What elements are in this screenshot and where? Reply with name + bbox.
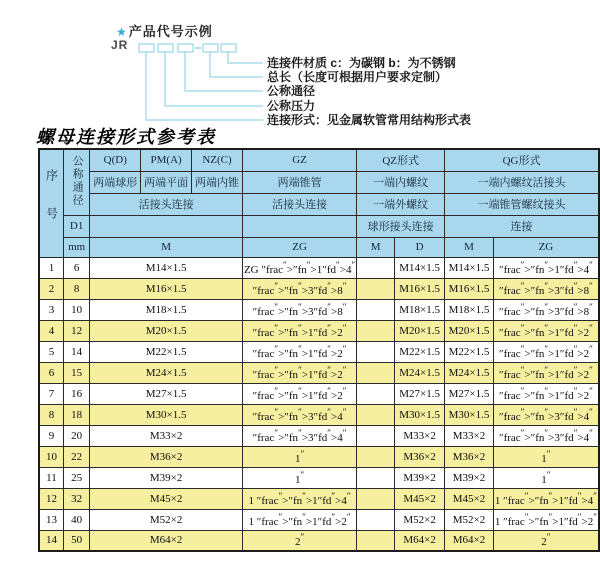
cell-m: M33×2	[90, 425, 243, 446]
cell-qg-zg: ″frac″>″fn″>3″fd″>8″	[493, 299, 599, 320]
cell-m: M36×2	[90, 446, 243, 467]
cell-qz-m	[357, 530, 395, 551]
header-qg-connect: 连接	[445, 215, 599, 237]
cell-zg: ″frac″>″fn″>3″fd″>4″	[242, 404, 356, 425]
header-q-desc: 两端球形	[90, 171, 141, 193]
cell-m: M20×1.5	[90, 320, 243, 341]
header-mm: mm	[63, 237, 89, 257]
diagram-label-diameter: 公称通径	[267, 84, 316, 98]
table-row	[39, 467, 599, 488]
cell-dn: 8	[63, 278, 89, 299]
cell-qz-d: M64×2	[395, 530, 445, 551]
cell-qg-zg: ″frac″>″fn″>1″fd″>2″	[493, 383, 599, 404]
cell-m: M30×1.5	[90, 404, 243, 425]
table-row	[39, 362, 599, 383]
table-row	[39, 278, 599, 299]
product-code-diagram	[0, 0, 600, 135]
cell-dn: 50	[63, 530, 89, 551]
cell-qg-m: M22×1.5	[445, 341, 494, 362]
cell-qg-zg: ″frac″>″fn″>3″fd″>8″	[493, 278, 599, 299]
table-row	[39, 488, 599, 509]
code-box	[139, 44, 154, 52]
header-nominal-diameter: 公称通径	[63, 149, 89, 215]
cell-zg: ″frac″>″fn″>1″fd″>2″	[242, 320, 356, 341]
header-serial: 序号	[39, 149, 63, 257]
header-m: M	[90, 237, 243, 257]
table-row	[39, 425, 599, 446]
code-box-group	[139, 44, 236, 52]
cell-dn: 18	[63, 404, 89, 425]
code-box	[221, 44, 236, 52]
cell-zg: ″frac″>″fn″>1″fd″>2″	[242, 362, 356, 383]
cell-qz-m	[357, 488, 395, 509]
cell-serial: 1	[39, 257, 63, 278]
cell-qg-m: M64×2	[445, 530, 494, 551]
cell-dn: 16	[63, 383, 89, 404]
cell-zg: 1″	[242, 446, 356, 467]
header-zg: ZG	[242, 237, 356, 257]
header-qz-ball-joint: 球形接头连接	[357, 215, 445, 237]
cell-serial: 11	[39, 467, 63, 488]
cell-qg-zg: 2″	[493, 530, 599, 551]
header-qg-desc: 一端内螺纹活接头	[445, 171, 599, 193]
header-pm: PM(A)	[141, 149, 192, 171]
cell-zg: ″frac″>″fn″>1″fd″>2″	[242, 383, 356, 404]
cell-qz-d: M20×1.5	[395, 320, 445, 341]
cell-qg-m: M18×1.5	[445, 299, 494, 320]
header-qz: QZ形式	[357, 149, 445, 171]
cell-m: M22×1.5	[90, 341, 243, 362]
header-nz-desc: 两端内锥	[192, 171, 243, 193]
cell-qg-zg: ″frac″>″fn″>1″fd″>4″	[493, 257, 599, 278]
code-box	[203, 44, 218, 52]
cell-qz-d: M16×1.5	[395, 278, 445, 299]
table-row	[39, 446, 599, 467]
cell-serial: 8	[39, 404, 63, 425]
header-qz-connection: 一端外螺纹	[357, 193, 445, 215]
cell-serial: 13	[39, 509, 63, 530]
table-row	[39, 299, 599, 320]
cell-m: M16×1.5	[90, 278, 243, 299]
cell-dn: 40	[63, 509, 89, 530]
cell-zg: ″frac″>″fn″>3″fd″>4″	[242, 425, 356, 446]
table-row	[39, 341, 599, 362]
nut-connection-table	[38, 148, 600, 552]
header-union-connection: 活接头连接	[90, 193, 243, 215]
cell-qg-zg: ″frac″>″fn″>3″fd″>4″	[493, 404, 599, 425]
cell-zg: ″frac″>″fn″>3″fd″>8″	[242, 299, 356, 320]
cell-qz-d: M52×2	[395, 509, 445, 530]
code-box	[158, 44, 173, 52]
table-row	[39, 509, 599, 530]
star-icon: ★	[116, 25, 128, 39]
cell-m: M18×1.5	[90, 299, 243, 320]
cell-m: M45×2	[90, 488, 243, 509]
diagram-label-length: 总长（长度可根据用户要求定制）	[267, 70, 448, 84]
header-d1: D1	[63, 215, 89, 237]
header-qg-zg: ZG	[493, 237, 599, 257]
cell-qg-zg: ″frac″>″fn″>1″fd″>2″	[493, 341, 599, 362]
leader-line	[146, 52, 263, 120]
cell-zg: ″frac″>″fn″>3″fd″>8″	[242, 278, 356, 299]
cell-serial: 3	[39, 299, 63, 320]
diagram-label-connection: 连接形式：见金属软管常用结构形式表	[267, 113, 472, 127]
cell-dn: 6	[63, 257, 89, 278]
cell-m: M24×1.5	[90, 362, 243, 383]
header-nz: NZ(C)	[192, 149, 243, 171]
table-body	[39, 257, 599, 551]
cell-qz-d: M14×1.5	[395, 257, 445, 278]
cell-qz-d: M27×1.5	[395, 383, 445, 404]
cell-qg-m: M36×2	[445, 446, 494, 467]
cell-zg: 1 ″frac″>″fn″>1″fd″>4″	[242, 488, 356, 509]
cell-qg-m: M16×1.5	[445, 278, 494, 299]
leader-lines	[146, 52, 263, 120]
header-qg-connection: 一端锥管螺纹接头	[445, 193, 599, 215]
diagram-label-material: 连接件材质 c：为碳钢 b：为不锈钢	[267, 56, 456, 70]
cell-qz-d: M18×1.5	[395, 299, 445, 320]
cell-qg-zg: ″frac″>″fn″>3″fd″>4″	[493, 425, 599, 446]
header-gz-connection: 活接头连接	[242, 193, 356, 215]
cell-qz-m	[357, 383, 395, 404]
diagram-heading-text: 产品代号示例	[128, 24, 213, 39]
cell-qg-m: M39×2	[445, 467, 494, 488]
cell-qz-d: M30×1.5	[395, 404, 445, 425]
cell-serial: 7	[39, 383, 63, 404]
cell-qz-d: M24×1.5	[395, 362, 445, 383]
header-qg: QG形式	[445, 149, 599, 171]
cell-qg-zg: 1 ″frac″>″fn″>1″fd″>4″	[493, 488, 599, 509]
cell-qz-m	[357, 425, 395, 446]
header-qz-d: D	[395, 237, 445, 257]
cell-dn: 12	[63, 320, 89, 341]
cell-qz-d: M36×2	[395, 446, 445, 467]
cell-serial: 4	[39, 320, 63, 341]
cell-qz-d: M39×2	[395, 467, 445, 488]
cell-m: M52×2	[90, 509, 243, 530]
cell-qz-m	[357, 257, 395, 278]
cell-qg-m: M30×1.5	[445, 404, 494, 425]
header-q: Q(D)	[90, 149, 141, 171]
cell-qg-zg: 1″	[493, 467, 599, 488]
table-row	[39, 320, 599, 341]
header-qz-desc: 一端内螺纹	[357, 171, 445, 193]
cell-qz-d: M45×2	[395, 488, 445, 509]
cell-serial: 10	[39, 446, 63, 467]
diagram-heading	[116, 21, 213, 40]
cell-dn: 20	[63, 425, 89, 446]
cell-qz-d: M22×1.5	[395, 341, 445, 362]
cell-serial: 14	[39, 530, 63, 551]
diagram-label-pressure: 公称压力	[267, 99, 316, 113]
cell-qg-zg: 1″	[493, 446, 599, 467]
cell-zg: 2″	[242, 530, 356, 551]
header-blank-gz	[242, 215, 356, 237]
leader-line	[228, 52, 263, 63]
cell-qg-zg: ″frac″>″fn″>1″fd″>2″	[493, 320, 599, 341]
cell-serial: 5	[39, 341, 63, 362]
cell-zg: 1″	[242, 467, 356, 488]
cell-zg: ZG ″frac″>″fn″>1″fd″>4″	[242, 257, 356, 278]
cell-m: M14×1.5	[90, 257, 243, 278]
leader-line	[210, 52, 263, 77]
cell-qg-m: M27×1.5	[445, 383, 494, 404]
table-row	[39, 530, 599, 551]
cell-qg-m: M52×2	[445, 509, 494, 530]
header-pm-desc: 两端平面	[141, 171, 192, 193]
cell-qg-m: M45×2	[445, 488, 494, 509]
table-row	[39, 383, 599, 404]
table-header	[39, 149, 599, 257]
cell-qz-m	[357, 341, 395, 362]
cell-qz-m	[357, 446, 395, 467]
cell-qz-m	[357, 467, 395, 488]
cell-dn: 32	[63, 488, 89, 509]
cell-serial: 6	[39, 362, 63, 383]
cell-qg-zg: ″frac″>″fn″>1″fd″>2″	[493, 362, 599, 383]
cell-m: M39×2	[90, 467, 243, 488]
cell-zg: 1 ″frac″>″fn″>1″fd″>2″	[242, 509, 356, 530]
cell-serial: 9	[39, 425, 63, 446]
header-gz: GZ	[242, 149, 356, 171]
cell-dn: 10	[63, 299, 89, 320]
code-prefix: JR	[111, 38, 129, 52]
leader-line	[165, 52, 263, 106]
cell-qg-m: M24×1.5	[445, 362, 494, 383]
header-gz-desc: 两端锥管	[242, 171, 356, 193]
table-row	[39, 257, 599, 278]
cell-dn: 25	[63, 467, 89, 488]
leader-line	[185, 52, 263, 91]
cell-qg-m: M20×1.5	[445, 320, 494, 341]
cell-qz-m	[357, 404, 395, 425]
code-box	[178, 44, 193, 52]
header-qg-m: M	[445, 237, 494, 257]
cell-qg-zg: 1 ″frac″>″fn″>1″fd″>2″	[493, 509, 599, 530]
header-blank-left	[90, 215, 243, 237]
cell-dn: 14	[63, 341, 89, 362]
cell-qz-m	[357, 320, 395, 341]
cell-m: M64×2	[90, 530, 243, 551]
cell-qz-m	[357, 509, 395, 530]
cell-dn: 15	[63, 362, 89, 383]
cell-zg: ″frac″>″fn″>1″fd″>2″	[242, 341, 356, 362]
cell-serial: 12	[39, 488, 63, 509]
cell-qz-d: M33×2	[395, 425, 445, 446]
cell-qz-m	[357, 278, 395, 299]
cell-qg-m: M14×1.5	[445, 257, 494, 278]
cell-qg-m: M33×2	[445, 425, 494, 446]
cell-qz-m	[357, 299, 395, 320]
cell-qz-m	[357, 362, 395, 383]
header-qz-m: M	[357, 237, 395, 257]
table-row	[39, 404, 599, 425]
cell-serial: 2	[39, 278, 63, 299]
cell-m: M27×1.5	[90, 383, 243, 404]
cell-dn: 22	[63, 446, 89, 467]
table-title: 螺母连接形式参考表	[36, 127, 216, 147]
